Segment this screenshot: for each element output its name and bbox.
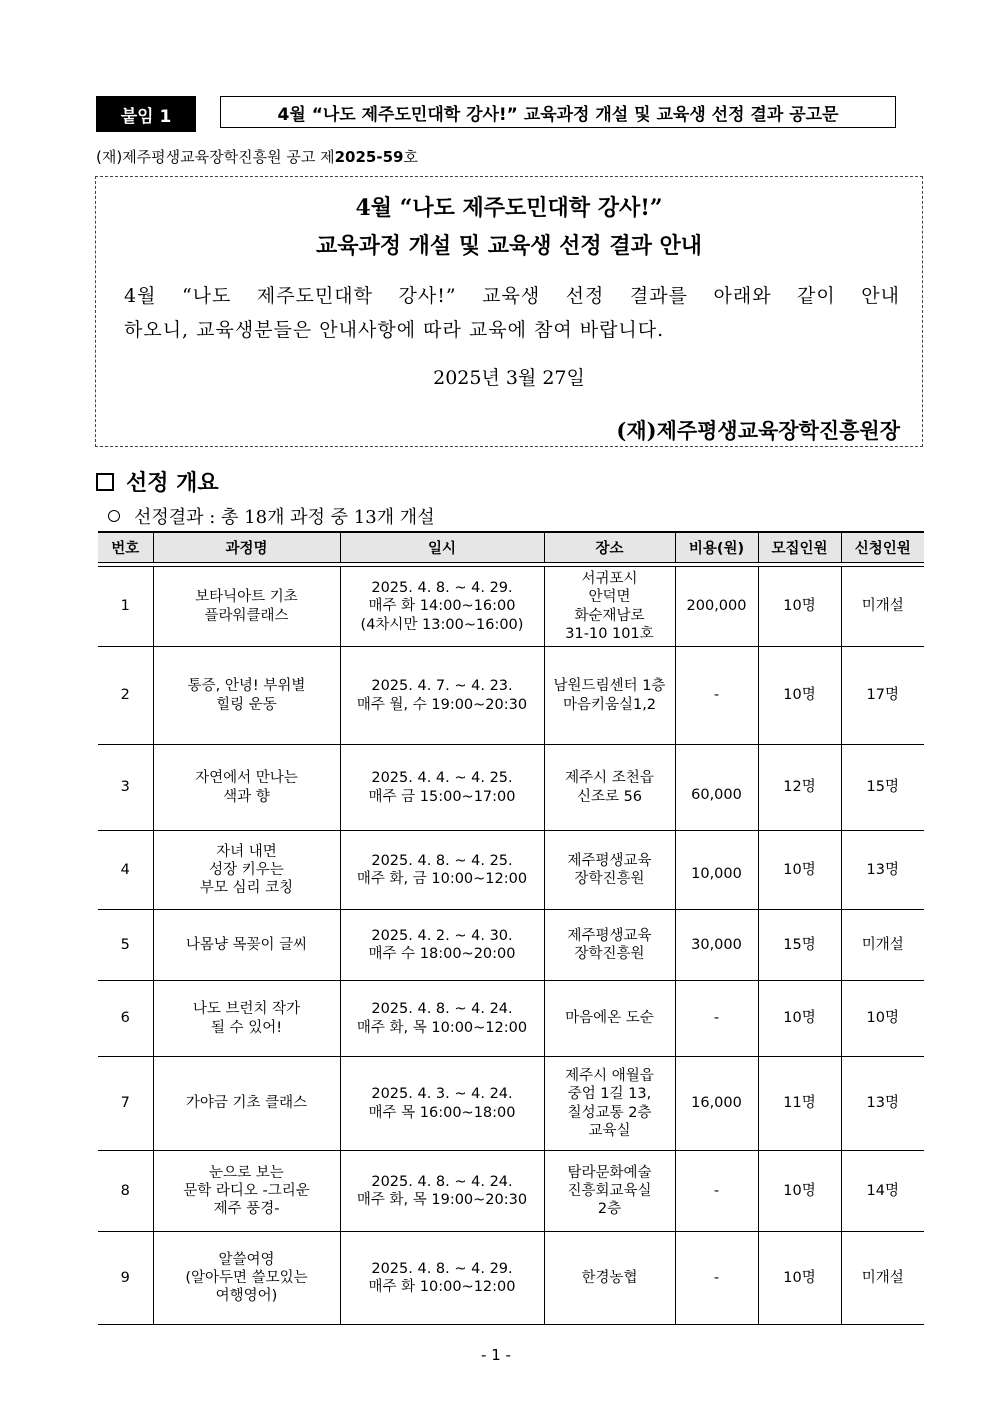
table-header-cell: 비용(원) — [675, 532, 758, 563]
section-title: 선정 개요 — [126, 471, 219, 496]
section-heading — [96, 466, 219, 497]
table-cell-schedule: 2025. 4. 4. ~ 4. 25. 매주 금 15:00~17:00 — [340, 745, 544, 831]
table-row — [98, 567, 924, 647]
table-cell-schedule: 2025. 4. 8. ~ 4. 25. 매주 화, 금 10:00~12:00 — [340, 831, 544, 910]
table-cell-applicants: 13명 — [841, 1057, 924, 1151]
table-cell-applicants: 미개설 — [841, 1232, 924, 1325]
table-cell-course: 자녀 내면 성장 키우는 부모 심리 코칭 — [153, 831, 340, 910]
table-cell-schedule: 2025. 4. 2. ~ 4. 30. 매주 수 18:00~20:00 — [340, 910, 544, 981]
attachment-badge — [96, 96, 196, 132]
table-cell-applicants: 17명 — [841, 647, 924, 745]
table-cell-place: 탐라문화예술 진흥회교육실 2층 — [544, 1151, 675, 1232]
table-cell-fee: - — [675, 647, 758, 745]
table-cell-no: 8 — [98, 1151, 153, 1232]
table-header-cell: 번호 — [98, 532, 153, 563]
table-row — [98, 1232, 924, 1325]
table-cell-fee: 10,000 — [675, 831, 758, 910]
table-cell-schedule: 2025. 4. 8. ~ 4. 24. 매주 화, 목 10:00~12:00 — [340, 981, 544, 1057]
table-cell-no: 7 — [98, 1057, 153, 1151]
square-bullet-icon — [96, 473, 114, 491]
table-row — [98, 981, 924, 1057]
table-cell-no: 5 — [98, 910, 153, 981]
table-header-row — [98, 532, 924, 563]
document-header-title — [220, 96, 896, 128]
course-table — [98, 531, 924, 1325]
table-cell-no: 6 — [98, 981, 153, 1057]
table-cell-capacity: 15명 — [758, 910, 841, 981]
table-cell-applicants: 13명 — [841, 831, 924, 910]
section-subheading — [108, 503, 435, 529]
table-cell-capacity: 11명 — [758, 1057, 841, 1151]
section-subtitle: 선정결과 : 총 18개 과정 중 13개 개설 — [134, 507, 435, 528]
table-cell-fee: - — [675, 1232, 758, 1325]
notice-title-line2: 교육과정 개설 및 교육생 선정 결과 안내 — [316, 233, 702, 259]
notice-number-suffix: 호 — [403, 148, 418, 166]
table-cell-place: 제주평생교육 장학진흥원 — [544, 831, 675, 910]
table-cell-place: 남원드림센터 1층 마음키움실1,2 — [544, 647, 675, 745]
notice-body-line1: 4월 “나도 제주도민대학 강사!” 교육생 선정 결과를 아래와 같이 안내 — [124, 285, 900, 307]
notice-title-line1: 4월 “나도 제주도민대학 강사!” — [355, 195, 663, 221]
table-cell-place: 제주시 조천읍 신조로 56 — [544, 745, 675, 831]
table-cell-no: 2 — [98, 647, 153, 745]
table-header-cell: 신청인원 — [841, 532, 924, 563]
table-row — [98, 1151, 924, 1232]
notice-number — [96, 146, 418, 167]
table-cell-fee: 60,000 — [675, 745, 758, 831]
notice-date: 2025년 3월 27일 — [433, 367, 585, 389]
table-cell-schedule: 2025. 4. 3. ~ 4. 24. 매주 목 16:00~18:00 — [340, 1057, 544, 1151]
table-cell-no: 3 — [98, 745, 153, 831]
table-cell-fee: - — [675, 981, 758, 1057]
notice-number-prefix: (재)제주평생교육장학진흥원 공고 제 — [96, 148, 335, 166]
table-cell-place: 제주평생교육 장학진흥원 — [544, 910, 675, 981]
page-number: - 1 - — [481, 1346, 511, 1364]
notice-box — [95, 176, 923, 447]
table-cell-schedule: 2025. 4. 8. ~ 4. 24. 매주 화, 목 19:00~20:30 — [340, 1151, 544, 1232]
table-cell-schedule: 2025. 4. 7. ~ 4. 23. 매주 월, 수 19:00~20:30 — [340, 647, 544, 745]
table-header-cell: 장소 — [544, 532, 675, 563]
table-cell-capacity: 12명 — [758, 745, 841, 831]
table-row — [98, 831, 924, 910]
table-row — [98, 1057, 924, 1151]
table-cell-applicants: 14명 — [841, 1151, 924, 1232]
table-cell-schedule: 2025. 4. 8. ~ 4. 29. 매주 화 10:00~12:00 — [340, 1232, 544, 1325]
table-cell-course: 가야금 기초 클래스 — [153, 1057, 340, 1151]
table-row — [98, 647, 924, 745]
table-header-cell: 일시 — [340, 532, 544, 563]
table-cell-applicants: 15명 — [841, 745, 924, 831]
circle-bullet-icon — [108, 510, 120, 522]
table-cell-applicants: 10명 — [841, 981, 924, 1057]
table-row — [98, 745, 924, 831]
table-cell-course: 나몸냥 목꽂이 글씨 — [153, 910, 340, 981]
table-cell-fee: 16,000 — [675, 1057, 758, 1151]
table-cell-place: 마음에온 도순 — [544, 981, 675, 1057]
table-cell-capacity: 10명 — [758, 981, 841, 1057]
table-body — [98, 567, 924, 1325]
table-cell-course: 자연에서 만나는 색과 향 — [153, 745, 340, 831]
attachment-badge-label: 붙임 1 — [120, 106, 172, 127]
notice-number-value: 2025-59 — [334, 148, 404, 166]
table-cell-capacity: 10명 — [758, 567, 841, 647]
table-cell-applicants: 미개설 — [841, 567, 924, 647]
table-cell-schedule: 2025. 4. 8. ~ 4. 29. 매주 화 14:00~16:00 (4차시만 13:00~16:00) — [340, 567, 544, 647]
table-cell-no: 1 — [98, 567, 153, 647]
table-cell-place: 한경농협 — [544, 1232, 675, 1325]
table-cell-course: 알쓸여영 (알아두면 쓸모있는 여행영어) — [153, 1232, 340, 1325]
table-cell-no: 4 — [98, 831, 153, 910]
table-cell-place: 서귀포시 안덕면 화순재남로 31-10 101호 — [544, 567, 675, 647]
table-cell-fee: 200,000 — [675, 567, 758, 647]
document-header-title-text: 4월 “나도 제주도민대학 강사!” 교육과정 개설 및 교육생 선정 결과 공고문 — [277, 104, 839, 125]
table-cell-capacity: 10명 — [758, 831, 841, 910]
table-cell-course: 나도 브런치 작가 될 수 있어! — [153, 981, 340, 1057]
table-cell-course: 통증, 안녕! 부위별 힐링 운동 — [153, 647, 340, 745]
table-cell-place: 제주시 애월읍 중엄 1길 13, 칠성교통 2층 교육실 — [544, 1057, 675, 1151]
table-cell-capacity: 10명 — [758, 1151, 841, 1232]
table-cell-capacity: 10명 — [758, 1232, 841, 1325]
table-cell-applicants: 미개설 — [841, 910, 924, 981]
table-cell-course: 눈으로 보는 문학 라디오 -그리운 제주 풍경- — [153, 1151, 340, 1232]
notice-organization: (재)제주평생교육장학진흥원장 — [616, 418, 900, 443]
table-cell-capacity: 10명 — [758, 647, 841, 745]
table-cell-fee: - — [675, 1151, 758, 1232]
table-header-cell: 과정명 — [153, 532, 340, 563]
table-row — [98, 910, 924, 981]
table-header-cell: 모집인원 — [758, 532, 841, 563]
notice-body-line2: 하오니, 교육생분들은 안내사항에 따라 교육에 참여 바랍니다. — [124, 319, 665, 341]
table-cell-no: 9 — [98, 1232, 153, 1325]
table-cell-course: 보타닉아트 기초 플라워클래스 — [153, 567, 340, 647]
table-cell-fee: 30,000 — [675, 910, 758, 981]
